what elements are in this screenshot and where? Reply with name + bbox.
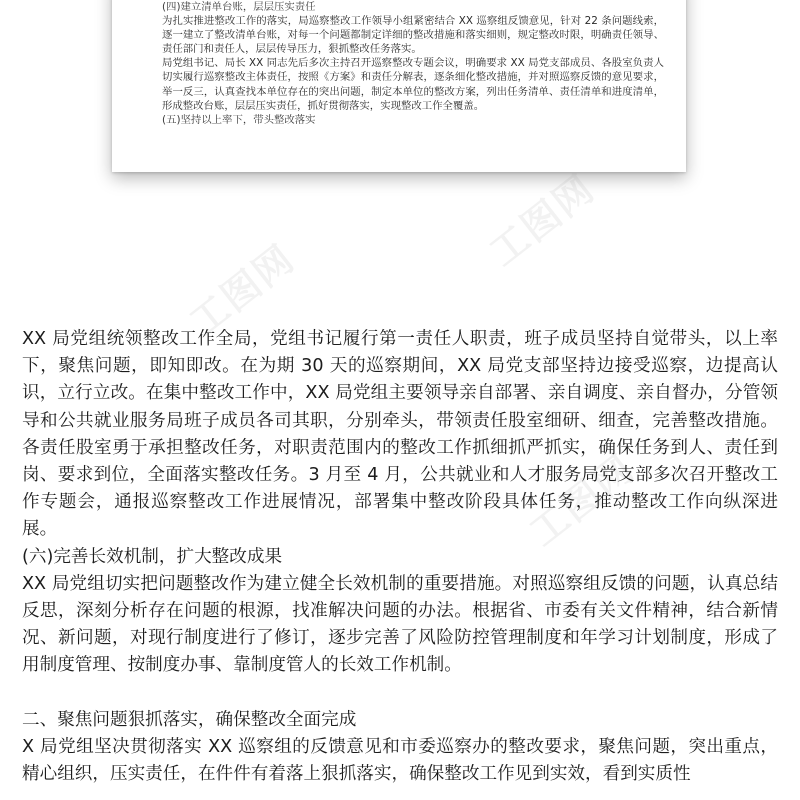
section-title-2: 二、聚焦问题狠抓落实，确保整改全面完成 xyxy=(22,709,357,730)
watermark: 工图网 xyxy=(481,165,603,275)
section-heading-6: (六)完善长效机制，扩大整改成果 xyxy=(22,546,283,567)
body-paragraph: XX 局党组切实把问题整改作为建立健全长效机制的重要措施。对照巡察组反馈的问题，认真总结反思，深刻分析存在问题的根源，找准解决问题的办法。根据省、市委有关文件精神，结合新情况、新问题，对现行制度进行了修订，逐步完善了风险防控管理制度和年学习计划制度，形成了用制度管理、按制度办事、靠制度管人的长效工作机制。 xyxy=(22,573,778,676)
document-body xyxy=(0,326,800,788)
card-heading-4: (四)建立清单台账，层层压实责任 xyxy=(162,1,316,13)
document-preview-card xyxy=(112,0,686,172)
watermark: 工图网 xyxy=(181,235,303,345)
document-preview-area xyxy=(0,0,800,260)
watermark: 工图网 xyxy=(521,445,643,555)
card-paragraph-2: 局党组书记、局长 XX 同志先后多次主持召开巡察整改专题会议，明确要求 XX 局党支部成员、各股室负责人切实履行巡察整改主体责任，按照《方案》和责任分解表，逐条细化整改措施，并对照巡察反馈的意见要求，举一反三，认真查找本单位存在的突出问题，制定本单位的整改方案，列出任务清单、责任清单和进度清单，形成整改台账，层层压实责任，抓好贯彻落实，实现整改工作全覆盖。 xyxy=(162,57,664,112)
paragraph-spacer xyxy=(22,680,778,707)
body-paragraph: XX 局党组统领整改工作全局，党组书记履行第一责任人职责，班子成员坚持自觉带头，以上率下，聚焦问题，即知即改。在为期 30 天的巡察期间，XX 局党支部坚持边接受巡察，边提高认识，立行立改。在集中整改工作中，XX 局党组主要领导亲自部署、亲自调度、亲自督办，分管领导和公共就业服务局班子成员各司其职，分别牵头，带领责任股室细研、细查，完善整改措施。各责任股室勇于承担整改任务，对职责范围内的整改工作抓细抓严抓实，确保任务到人、责任到岗、要求到位，全面落实整改任务。3 月至 4 月，公共就业和人才服务局党支部多次召开整改工作专题会，通报巡察整改工作进展情况，部署集中整改阶段具体任务，推动整改工作向纵深进展。 xyxy=(22,329,778,540)
card-heading-5: (五)坚持以上率下，带头整改落实 xyxy=(162,113,316,126)
card-paragraph-1: 为扎实推进整改工作的落实，局巡察整改工作领导小组紧密结合 XX 巡察组反馈意见，针对 22 条问题线索，逐一建立了整改清单台账，对每一个问题都制定详细的整改措施和落实细则，规定整改时限，明确责任领导、责任部门和责任人，层层传导压力，狠抓整改任务落实。 xyxy=(162,15,664,56)
body-paragraph: X 局党组坚决贯彻落实 XX 巡察组的反馈意见和市委巡察办的整改要求，聚焦问题，突出重点，精心组织，压实责任，在件件有着落上狠抓落实，确保整改工作见到实效，看到实质性 xyxy=(22,736,778,785)
